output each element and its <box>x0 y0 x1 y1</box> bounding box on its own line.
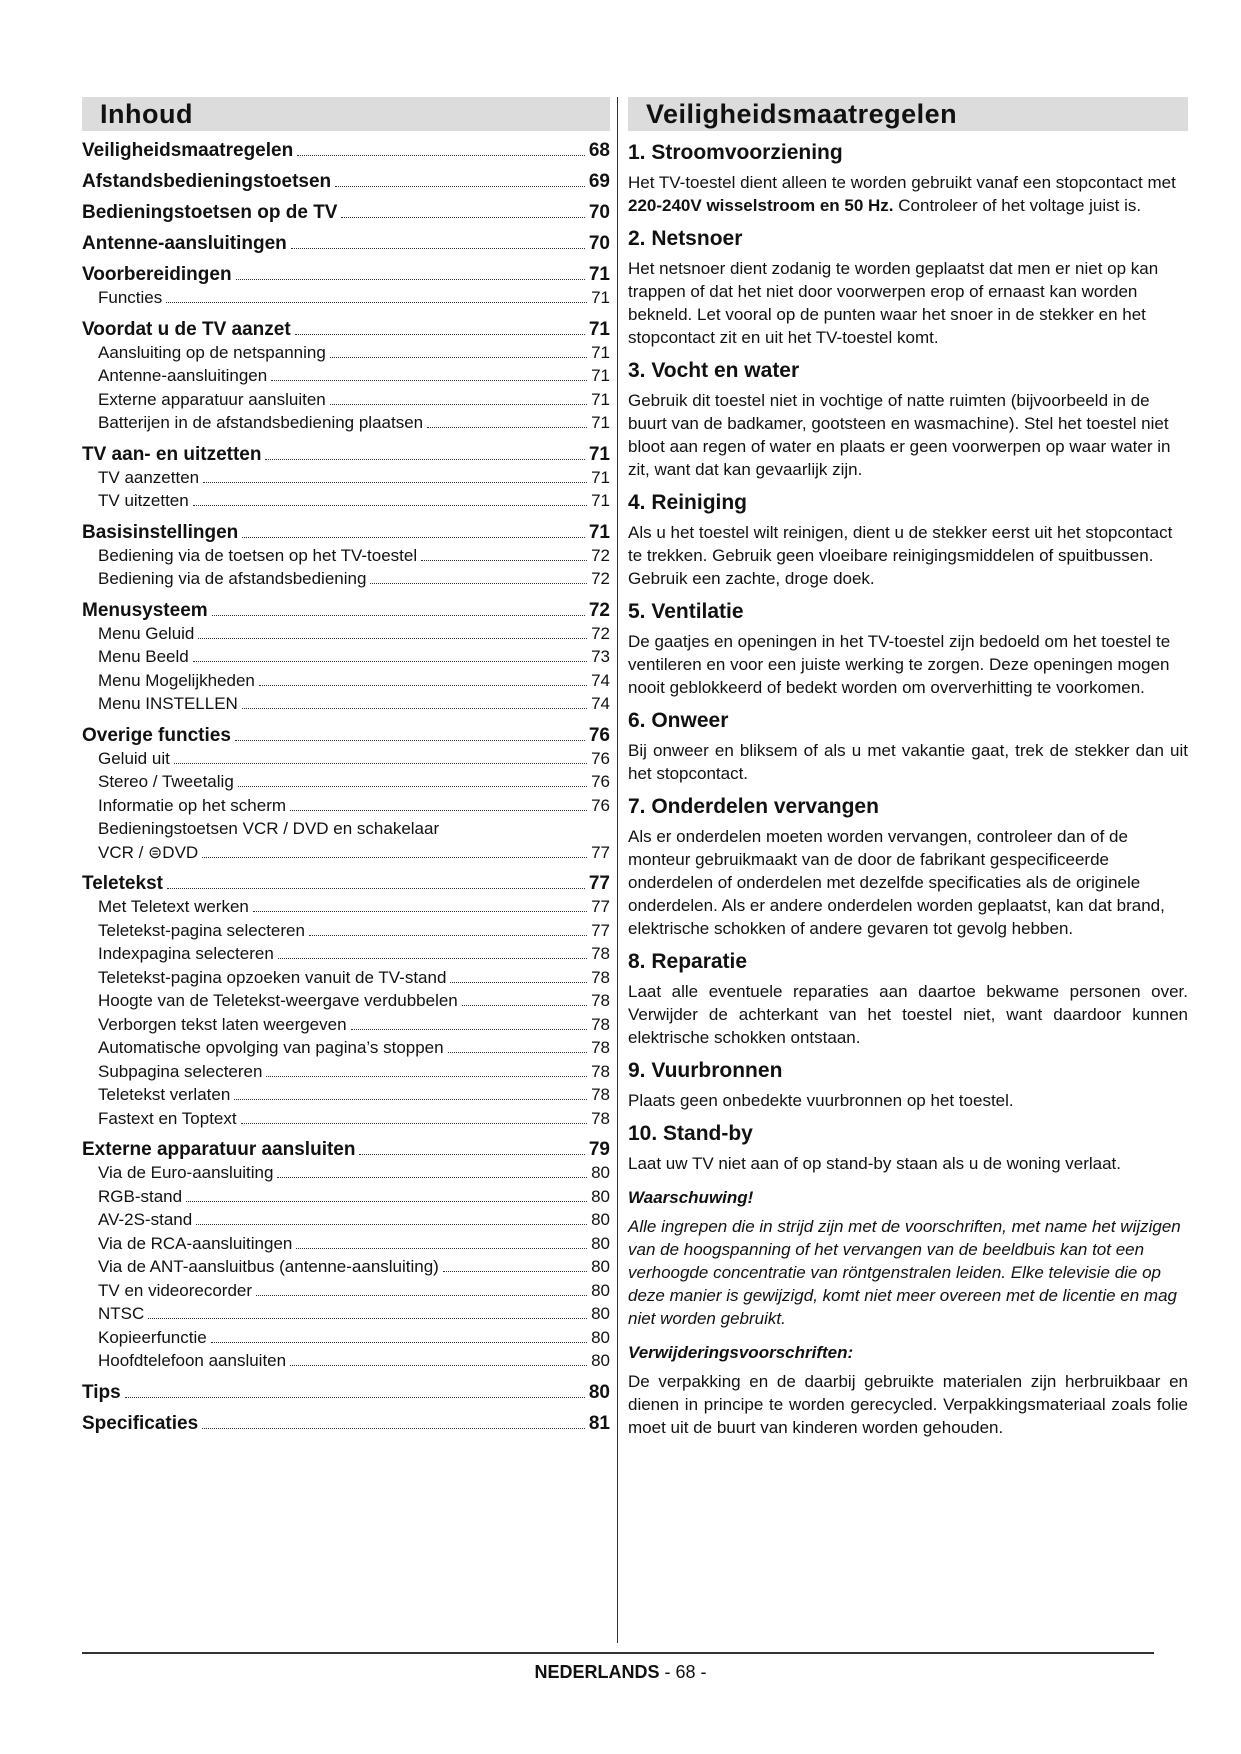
section-heading: 8. Reparatie <box>628 950 748 973</box>
toc-entry-label: Automatische opvolging van pagina’s stoppen <box>98 1038 444 1057</box>
toc-chapter-entry <box>82 319 610 341</box>
toc-dot-leader <box>291 248 585 249</box>
toc-page-number: 71 <box>588 443 610 465</box>
section-lightning <box>628 709 1188 785</box>
toc-entry-label: Via de RCA-aansluitingen <box>98 1233 293 1253</box>
toc-entry-label: Tips <box>82 1381 121 1403</box>
toc-subentry <box>82 567 610 591</box>
section-text: Laat alle eventuele reparaties aan daartoe bekwame personen over. Verwijder de achterkant van het toestel niet, want daardoor kunnen elektrische schokken ontstaan. <box>628 982 1188 1047</box>
toc-dot-leader <box>330 404 587 405</box>
toc-subentry <box>82 1161 610 1185</box>
toc-entry-label: Met Teletext werken <box>98 897 249 916</box>
toc-page-number: 78 <box>591 944 610 963</box>
toc-subentry <box>82 544 610 568</box>
toc-entry-label: Geluid uit <box>98 748 170 768</box>
toc-subentry <box>82 1349 610 1373</box>
toc-entry-label: Teletekst verlaten <box>98 1085 231 1104</box>
toc-page-number: 80 <box>591 1327 610 1347</box>
toc-entry-label: Bedieningstoetsen op de TV <box>82 202 338 223</box>
section-text: Als u het toestel wilt reinigen, dient u de stekker eerst uit het stopcontact te trekken. Gebruik geen vloeibare reinigingsmiddelen of spuitbussen. Gebruik een zachte, droge doek. <box>628 523 1173 588</box>
toc-page-number: 80 <box>591 1351 610 1370</box>
toc-entry-label: AV-2S-stand <box>98 1210 193 1229</box>
toc-dot-leader <box>203 482 587 483</box>
toc-entry-label: TV en videorecorder <box>98 1280 253 1300</box>
warning-text: Alle ingrepen die in strijd zijn met de voorschriften, met name het wijzigen van de hoogspanning of het vervangen van de beeldbuis kan tot een verhoogde concentratie van röntgenstralen leiden. Elke televisie die op deze manier is gewijzigd, komt niet meer overeen met de licentie en mag niet worden gebruikt. <box>628 1217 1181 1328</box>
section-fire-sources <box>628 1059 1188 1112</box>
toc-dot-leader <box>202 1428 585 1429</box>
column-divider <box>617 97 618 1643</box>
toc-page-number: 77 <box>588 873 610 894</box>
table-of-contents <box>82 97 610 1435</box>
toc-dot-leader <box>256 1295 587 1296</box>
toc-dot-leader <box>290 810 587 811</box>
toc-subentry <box>82 895 610 919</box>
toc-entry-label: Menu Geluid <box>98 623 195 643</box>
toc-page-number: 78 <box>591 1085 610 1104</box>
toc-subentry <box>82 286 610 310</box>
toc-page-number: 80 <box>591 1280 610 1300</box>
toc-subentry <box>82 966 610 990</box>
toc-dot-leader <box>309 935 587 936</box>
section-heading: 2. Netsnoer <box>628 227 743 250</box>
toc-page-number: 71 <box>591 491 610 510</box>
toc-entry-label: Overige functies <box>82 724 231 746</box>
safety-column <box>628 97 1188 1439</box>
toc-entry-label: Veiligheidsmaatregelen <box>82 140 294 161</box>
toc-page-number: 80 <box>591 1210 610 1229</box>
toc-page-number: 78 <box>591 1038 610 1057</box>
toc-page-number: 76 <box>588 724 610 746</box>
toc-dot-leader <box>278 958 587 959</box>
toc-page-number: 71 <box>591 467 610 487</box>
toc-dot-leader <box>242 537 585 538</box>
toc-entry-label: Functies <box>98 288 163 307</box>
section-power-cord <box>628 227 1188 349</box>
toc-entry-label: Menu Mogelijkheden <box>98 670 255 690</box>
section-heading: 7. Onderdelen vervangen <box>628 795 879 818</box>
section-power <box>628 141 1188 217</box>
toc-entry-label: Verborgen tekst laten weergeven <box>98 1014 347 1034</box>
toc-entry-label: Teletekst-pagina selecteren <box>98 920 305 940</box>
section-text: De gaatjes en openingen in het TV-toestel zijn bedoeld om het toestel te ventileren en voor een juiste werking te zorgen. Deze openingen mogen nooit geblokkeerd of bedekt worden om oververhitting te voorkomen. <box>628 632 1171 697</box>
toc-entry-label: Via de Euro-aansluiting <box>98 1163 274 1182</box>
toc-entry-label: Menu INSTELLEN <box>98 694 238 713</box>
toc-dot-leader <box>296 1248 587 1249</box>
toc-subentry <box>82 1185 610 1209</box>
toc-entry-label: Afstandsbedieningstoetsen <box>82 171 332 192</box>
toc-subentry <box>82 466 610 490</box>
toc-dot-leader <box>212 615 585 616</box>
toc-entry-label: Batterijen in de afstandsbediening plaatsen <box>98 413 424 432</box>
section-moisture <box>628 359 1188 481</box>
toc-chapter-entry <box>82 264 610 286</box>
toc-entry-label: Voordat u de TV aanzet <box>82 318 291 340</box>
toc-entry-label: Fastext en Toptext <box>98 1108 237 1128</box>
section-ventilation <box>628 600 1188 699</box>
toc-entry-label: Menu Beeld <box>98 647 189 666</box>
toc-subentry <box>82 669 610 693</box>
toc-entry-label: Aansluiting op de netspanning <box>98 342 326 362</box>
toc-entry-label: Teletekst <box>82 873 163 894</box>
toc-entry-label: TV aanzetten <box>98 467 200 487</box>
toc-dot-leader <box>238 786 587 787</box>
disposal-title: Verwijderingsvoorschriften: <box>628 1343 854 1362</box>
toc-subentry <box>82 1326 610 1350</box>
section-repair <box>628 950 1188 1049</box>
toc-dot-leader <box>174 763 587 764</box>
toc-page-number: 78 <box>591 1108 610 1128</box>
toc-entry-label: Informatie op het scherm <box>98 795 287 815</box>
voltage-spec: 220-240V wisselstroom en 50 Hz. <box>628 196 894 215</box>
toc-entry-label: Specificaties <box>82 1412 199 1434</box>
section-heading: 3. Vocht en water <box>628 359 800 382</box>
toc-dot-leader <box>351 1029 588 1030</box>
toc-subentry <box>82 341 610 365</box>
toc-page-number: 78 <box>591 1061 610 1081</box>
toc-entry-label: Indexpagina selecteren <box>98 944 274 963</box>
section-heading: 1. Stroomvoorziening <box>628 141 843 164</box>
toc-page-number: 69 <box>588 171 610 192</box>
toc-dot-leader <box>341 217 584 218</box>
toc-dot-leader <box>271 380 587 381</box>
toc-chapter-entry <box>82 1382 610 1404</box>
warning-title: Waarschuwing! <box>628 1188 754 1207</box>
toc-page-number: 70 <box>588 233 610 254</box>
toc-subentry <box>82 692 610 716</box>
toc-dot-leader <box>193 505 587 506</box>
section-text <box>628 171 1188 217</box>
toc-page-number: 80 <box>588 1381 610 1403</box>
toc-dot-leader <box>330 357 587 358</box>
toc-subentry <box>82 1279 610 1303</box>
toc-entry-label: Voorbereidingen <box>82 264 232 285</box>
toc-dot-leader <box>234 1099 587 1100</box>
toc-dot-leader <box>450 982 587 983</box>
toc-dot-leader <box>125 1397 585 1398</box>
section-text: Laat uw TV niet aan of op stand-by staan als u de woning verlaat. <box>628 1154 1121 1173</box>
toc-chapter-entry <box>82 202 610 224</box>
toc-page-number: 74 <box>591 694 610 713</box>
section-text-part: Het TV-toestel dient alleen te worden gebruikt vanaf een stopcontact met <box>628 173 1176 192</box>
toc-dot-leader <box>235 740 585 741</box>
toc-chapter-entry <box>82 522 610 544</box>
toc-page-number: 79 <box>588 1139 610 1160</box>
toc-dot-leader <box>241 1123 587 1124</box>
toc-dot-leader <box>277 1177 587 1178</box>
toc-chapter-entry <box>82 1139 610 1161</box>
toc-dot-leader <box>266 1076 587 1077</box>
toc-page-number: 77 <box>591 897 610 916</box>
toc-page-number: 71 <box>591 288 610 307</box>
toc-chapter-entry <box>82 725 610 747</box>
toc-page-number: 71 <box>588 318 610 340</box>
section-text-part: Controleer of het voltage juist is. <box>893 196 1142 215</box>
section-text: Plaats geen onbedekte vuurbronnen op het toestel. <box>628 1091 1014 1110</box>
toc-page-number: 71 <box>591 389 610 409</box>
toc-dot-leader <box>448 1052 587 1053</box>
section-text: Gebruik dit toestel niet in vochtige of natte ruimten (bijvoorbeeld in de buurt van de badkamer, gootsteen en wasmachine). Stel het toestel niet bloot aan regen of water en plaats er geen voorwerpen op waar water in zit, want dat kan gevaarlijk zijn. <box>628 391 1171 479</box>
toc-dot-leader <box>290 1365 587 1366</box>
toc-page-number: 71 <box>591 342 610 362</box>
toc-page-number: 80 <box>591 1186 610 1206</box>
toc-chapter-entry <box>82 1413 610 1435</box>
toc-subentry <box>82 1232 610 1256</box>
section-heading: 5. Ventilatie <box>628 600 744 623</box>
section-heading: 6. Onweer <box>628 709 729 732</box>
toc-page-number: 72 <box>588 599 610 621</box>
toc-entry-label: Externe apparatuur aansluiten <box>82 1139 356 1160</box>
disposal-text: De verpakking en de daarbij gebruikte materialen zijn herbruikbaar en dienen in principe te worden gerecycled. Verpakkingsmateriaal zoals folie moet uit de buurt van kinderen worden gehouden. <box>628 1372 1188 1437</box>
footer-rule <box>82 1652 1154 1654</box>
toc-dot-leader <box>370 583 587 584</box>
toc-title: Inhoud <box>82 97 610 131</box>
toc-page-number: 71 <box>591 413 610 432</box>
toc-subentry <box>82 1208 610 1232</box>
toc-page-number: 80 <box>591 1163 610 1182</box>
toc-chapter-entry <box>82 600 610 622</box>
toc-subentry <box>82 942 610 966</box>
toc-chapter-entry <box>82 140 610 162</box>
toc-dot-leader <box>166 302 587 303</box>
toc-list <box>82 140 610 1435</box>
footer-page-number: - 68 - <box>664 1662 707 1682</box>
section-heading: 9. Vuurbronnen <box>628 1059 783 1082</box>
toc-entry-label: Stereo / Tweetalig <box>98 772 234 791</box>
toc-page-number: 76 <box>591 795 610 815</box>
toc-page-number: 78 <box>591 1014 610 1034</box>
toc-page-number: 77 <box>591 842 610 862</box>
toc-dot-leader <box>198 638 587 639</box>
toc-dot-leader <box>443 1271 587 1272</box>
toc-subentry <box>82 645 610 669</box>
toc-dot-leader <box>242 708 587 709</box>
toc-entry-label: Hoofdtelefoon aansluiten <box>98 1351 287 1370</box>
toc-subentry <box>82 1013 610 1037</box>
section-text: Als er onderdelen moeten worden vervangen, controleer dan of de monteur gebruikmaakt van de door de fabrikant gespecificeerde onderdelen of onderdelen met dezelfde specificaties als de originele onderdelen. Als er andere onderdelen worden geplaatst, kan dat brand, elektrische schokken of andere gevaren tot gevolg hebben. <box>628 827 1165 938</box>
section-standby <box>628 1122 1188 1175</box>
toc-subentry <box>82 841 610 865</box>
toc-page-number: 80 <box>591 1257 610 1276</box>
toc-page-number: 73 <box>591 647 610 666</box>
toc-entry-label: Kopieerfunctie <box>98 1327 207 1347</box>
toc-dot-leader <box>427 427 587 428</box>
toc-page-number: 78 <box>591 967 610 987</box>
toc-subentry <box>82 411 610 435</box>
toc-entry-label: Menusysteem <box>82 599 208 621</box>
toc-page-number: 71 <box>588 264 610 285</box>
toc-subentry <box>82 1107 610 1131</box>
section-replacement-parts <box>628 795 1188 940</box>
toc-subentry <box>82 989 610 1013</box>
safety-title: Veiligheidsmaatregelen <box>628 97 1188 131</box>
toc-subentry <box>82 1036 610 1060</box>
toc-entry-label: TV aan- en uitzetten <box>82 443 262 465</box>
toc-page-number: 80 <box>591 1304 610 1323</box>
toc-dot-leader <box>211 1342 587 1343</box>
section-heading: 4. Reiniging <box>628 491 748 514</box>
toc-entry-label: Subpagina selecteren <box>98 1061 263 1081</box>
toc-page-number: 70 <box>588 202 610 223</box>
toc-entry-label: Via de ANT-aansluitbus (antenne-aansluiting) <box>98 1257 439 1276</box>
toc-page-number: 78 <box>591 991 610 1010</box>
toc-subentry <box>82 919 610 943</box>
toc-dot-leader <box>259 685 587 686</box>
toc-entry-label: VCR / ⊜DVD <box>98 842 199 862</box>
toc-dot-leader <box>193 661 587 662</box>
toc-dot-leader <box>421 560 587 561</box>
toc-entry-label: Antenne-aansluitingen <box>82 233 287 254</box>
toc-dot-leader <box>186 1201 587 1202</box>
toc-entry-label: Teletekst-pagina opzoeken vanuit de TV-stand <box>98 967 447 987</box>
footer-language: NEDERLANDS <box>534 1662 660 1682</box>
toc-subentry <box>82 794 610 818</box>
toc-chapter-entry <box>82 444 610 466</box>
toc-dot-leader <box>295 334 585 335</box>
toc-dot-leader <box>202 857 587 858</box>
toc-page-number: 77 <box>591 920 610 940</box>
toc-subentry <box>82 1255 610 1279</box>
toc-page-number: 76 <box>591 772 610 791</box>
toc-entry-label: Bedieningstoetsen VCR / DVD en schakelaar <box>98 819 440 838</box>
toc-page-number: 71 <box>591 366 610 385</box>
toc-entry-label: Hoogte van de Teletekst-weergave verdubbelen <box>98 991 458 1010</box>
toc-chapter-entry <box>82 873 610 895</box>
toc-dot-leader <box>196 1224 587 1225</box>
toc-page-number: 76 <box>591 748 610 768</box>
toc-entry-label: RGB-stand <box>98 1186 183 1206</box>
section-text: Het netsnoer dient zodanig te worden geplaatst dat men er niet op kan trappen of dat het niet door voorwerpen erop of ernaast kan worden bekneld. Let vooral op de punten waar het snoer in de stekker en het stopcontact zit en uit het TV-toestel komt. <box>628 259 1159 347</box>
toc-entry-label: NTSC <box>98 1304 145 1323</box>
toc-page-number: 72 <box>591 623 610 643</box>
toc-dot-leader <box>148 1318 587 1319</box>
toc-entry-label: TV uitzetten <box>98 491 189 510</box>
section-text: Bij onweer en bliksem of als u met vakantie gaat, trek de stekker dan uit het stopcontact. <box>628 741 1188 783</box>
toc-subentry <box>82 1083 610 1107</box>
toc-entry-label: Basisinstellingen <box>82 521 239 543</box>
toc-page-number: 80 <box>591 1233 610 1253</box>
toc-subentry <box>82 388 610 412</box>
toc-subentry <box>82 1302 610 1326</box>
page-footer <box>0 1662 1241 1683</box>
section-heading: 10. Stand-by <box>628 1122 753 1145</box>
toc-dot-leader <box>236 279 585 280</box>
toc-page-number: 71 <box>588 521 610 543</box>
toc-entry-continued <box>82 817 610 841</box>
toc-subentry <box>82 489 610 513</box>
toc-entry-label: Antenne-aansluitingen <box>98 366 268 385</box>
toc-subentry <box>82 364 610 388</box>
toc-subentry <box>82 770 610 794</box>
toc-dot-leader <box>335 186 585 187</box>
toc-subentry <box>82 1060 610 1084</box>
toc-page-number: 68 <box>588 140 610 161</box>
toc-entry-label: Bediening via de afstandsbediening <box>98 569 367 588</box>
toc-dot-leader <box>253 911 587 912</box>
toc-dot-leader <box>462 1005 587 1006</box>
toc-page-number: 74 <box>591 670 610 690</box>
toc-dot-leader <box>265 459 584 460</box>
toc-subentry <box>82 747 610 771</box>
toc-dot-leader <box>359 1154 584 1155</box>
section-cleaning <box>628 491 1188 590</box>
toc-chapter-entry <box>82 233 610 255</box>
toc-subentry <box>82 622 610 646</box>
toc-entry-label: Externe apparatuur aansluiten <box>98 389 326 409</box>
toc-page-number: 72 <box>591 545 610 565</box>
toc-dot-leader <box>167 888 585 889</box>
toc-page-number: 81 <box>588 1412 610 1434</box>
toc-page-number: 72 <box>591 569 610 588</box>
toc-chapter-entry <box>82 171 610 193</box>
toc-entry-label: Bediening via de toetsen op het TV-toestel <box>98 545 418 565</box>
toc-dot-leader <box>297 155 585 156</box>
